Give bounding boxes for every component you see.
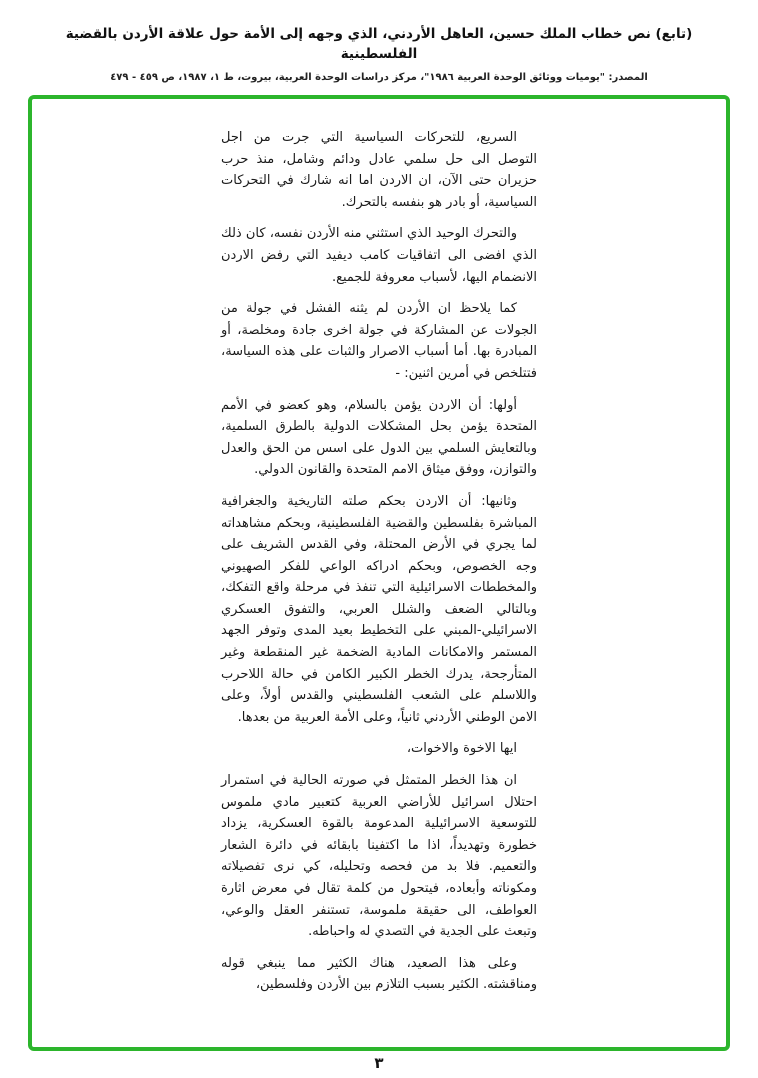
body-text xyxy=(221,127,537,996)
paragraph: السريع، للتحركات السياسية التي جرت من اجل التوصل الى حل سلمي عادل ودائم وشامل، منذ حرب حزيران حتى الآن، ان الاردن اما انه شارك في التحركات السياسية، أو بادر هو بنفسه بالتحرك. xyxy=(221,130,537,210)
paragraph: وعلى هذا الصعيد، هناك الكثير مما ينبغي قوله ومناقشته. الكثير بسبب التلازم بين الأردن وفلسطين، xyxy=(221,955,537,993)
page-number: ٣ xyxy=(374,1054,384,1072)
paragraph: ان هذا الخطر المتمثل في صورته الحالية في استمرار احتلال اسرائيل للأراضي العربية كتعبير مادي ملموس للتوسعية الاسرائيلية المدعومة بالقوة العسكرية، يزداد خطورة وتهديداً، اذا ما اكتفينا بابقائه في دائرة الشعار والتعميم. فلا بد من فحصه وتحليله، كي نرى تفصيلاته ومكوناته وأبعاده، فيتحول من كلمة تقال في معرض اثارة العواطف، الى حقيقة ملموسة، تستنفر العقل والوعي، وتبعث على الجدية في التصدي له واحباطه. xyxy=(221,773,537,940)
paragraph: كما يلاحظ ان الأردن لم يثنه الفشل في جولة من الجولات عن المشاركة في جولة اخرى جادة ومخلصة، أو المبادرة بها. أما أسباب الاصرار والثبات على هذه السياسة، فتتلخص في أمرين اثنين: - xyxy=(221,301,537,381)
paragraph: وثانيها: أن الاردن بحكم صلته التاريخية والجغرافية المباشرة بفلسطين والقضية الفلسطينية، وبحكم مشاهداته لما يجري في الأرض المحتلة، وفي القدس الشريف على وجه الخصوص، وبحكم ادراكه الواعي للفكر الصهيوني والمخططات الاسرائيلية التي تنفذ في مرحلة واقع التفكك، وبالتالي الضعف والشلل العربي، والتفوق العسكري الاسرائيلي-المبني على التخطيط بعيد المدى وتوفر الجهد المستمر والامكانات المادية الضخمة غير المنقطعة وغير المتأرجحة، يدرك الخطر الكبير الكامن في حالة اللاحرب واللاسلم على الشعب الفلسطيني والقدس أولاً، وعلى الامن الوطني الأردني ثانياً، وعلى الأمة العربية من بعدها. xyxy=(221,493,537,725)
document-source: المصدر: "يوميات ووثائق الوحدة العربية ١٩٨٦"، مركز دراسات الوحدة العربية، بيروت، ط ١، ١٩٨٧، ص ٤٥٩ - ٤٧٩ xyxy=(110,72,648,83)
document-header xyxy=(0,24,758,83)
content-box xyxy=(28,95,730,1051)
paragraph: أولها: أن الاردن يؤمن بالسلام، وهو كعضو في الأمم المتحدة يؤمن بحل المشكلات الدولية بالطرق السلمية، وبالتعايش السلمي بين الدول على اسس من الحق والعدل والتوازن، ووفق ميثاق الامم المتحدة والقانون الدولي. xyxy=(221,397,537,478)
document-title: (تابع) نص خطاب الملك حسين، العاهل الأردني، الذي وجهه إلى الأمة حول علاقة الأردن بالقضية الفلسطينية xyxy=(65,26,693,62)
paragraph: ايها الاخوة والاخوات، xyxy=(406,741,517,757)
paragraph: والتحرك الوحيد الذي استثني منه الأردن نفسه، كان ذلك الذي افضى الى اتفاقيات كامب ديفيد التي رفض الاردن الانضمام اليها، لأسباب معروفة للجميع. xyxy=(221,226,537,285)
